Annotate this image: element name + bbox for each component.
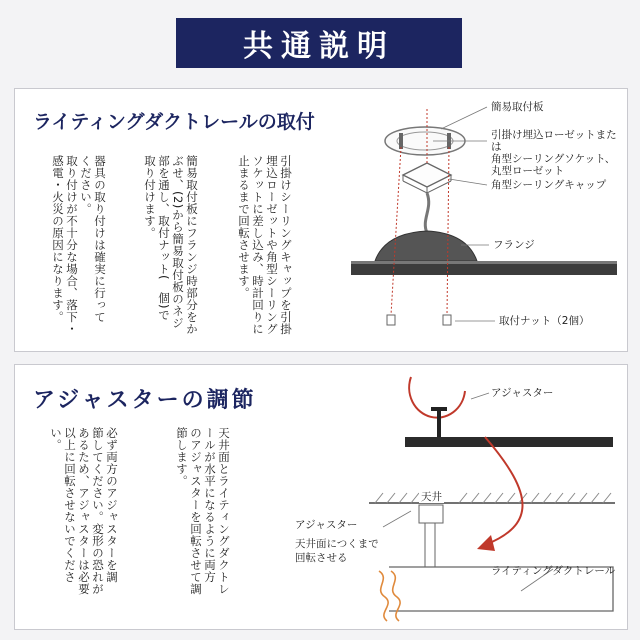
motion-mark-left xyxy=(379,571,388,621)
instruction-text-adjuster-caution: 必ず両方のアジャスターを調 節してください。変形の恐れが あるため、アジャスターは必要 以上に回転させないでくださ い。 xyxy=(49,427,119,595)
label-duct-rail: ライティングダクトレール xyxy=(491,565,616,577)
label-adjuster-top: アジャスター xyxy=(491,387,554,399)
instruction-text-adjuster-level: 天井面とライティングダクトレ ールが水平になるように両方 のアジャスターを回転させて調 節します。 xyxy=(175,427,231,595)
page-title: 共通説明 xyxy=(176,18,462,68)
flange-icon xyxy=(375,231,477,261)
label-instruction: 天井面につくまで 回転させる xyxy=(295,538,379,564)
section-duct-rail-installation xyxy=(14,88,628,352)
label-ceiling: 天井 xyxy=(421,491,442,503)
section-heading: ライティングダクトレールの取付 xyxy=(33,111,315,133)
section-heading: アジャスターの調節 xyxy=(33,388,257,413)
label-rosette: 引掛け埋込ローゼットまたは 角型シーリングソケット、 丸型ローゼット xyxy=(491,129,617,177)
nut-right-icon xyxy=(443,315,451,325)
rotate-arrow xyxy=(485,437,523,545)
upper-rail-icon xyxy=(405,437,613,447)
adjuster-bolt-icon xyxy=(437,409,441,437)
adjuster-diagram xyxy=(15,365,627,629)
label-mounting-plate: 簡易取付板 xyxy=(491,101,544,113)
instruction-text-ceiling-cap: 引掛けシーリングキャップを引掛 埋込ローゼットや角型シーリング ソケットに差し込み、時計回りに 止まるまで回転させます。 xyxy=(237,155,293,335)
ceiling-cap-icon xyxy=(403,163,451,187)
plate-screw-left xyxy=(399,133,403,149)
instruction-text-mount-plate: 簡易取付板にフランジ時部分をか ぶせ、(2)から簡易取付板のネジ 部を通し、取付ナット( 個)で 取り付けます。 xyxy=(143,155,199,335)
adjuster-post-icon xyxy=(425,523,435,567)
section-adjuster xyxy=(14,364,628,630)
adjuster-head-icon xyxy=(419,505,443,523)
label-ceiling-cap: 角型シーリングキャップ xyxy=(491,179,607,191)
label-flange: フランジ xyxy=(493,239,535,251)
instruction-text-caution: 器具の取り付けは確実に行って ください。 取り付けが不十分な場合、落下・ 感電・火災の原因になります。 xyxy=(51,155,107,335)
nut-left-icon xyxy=(387,315,395,325)
label-nut: 取付ナット（2個） xyxy=(499,315,590,327)
label-adjuster: アジャスター xyxy=(295,519,358,531)
